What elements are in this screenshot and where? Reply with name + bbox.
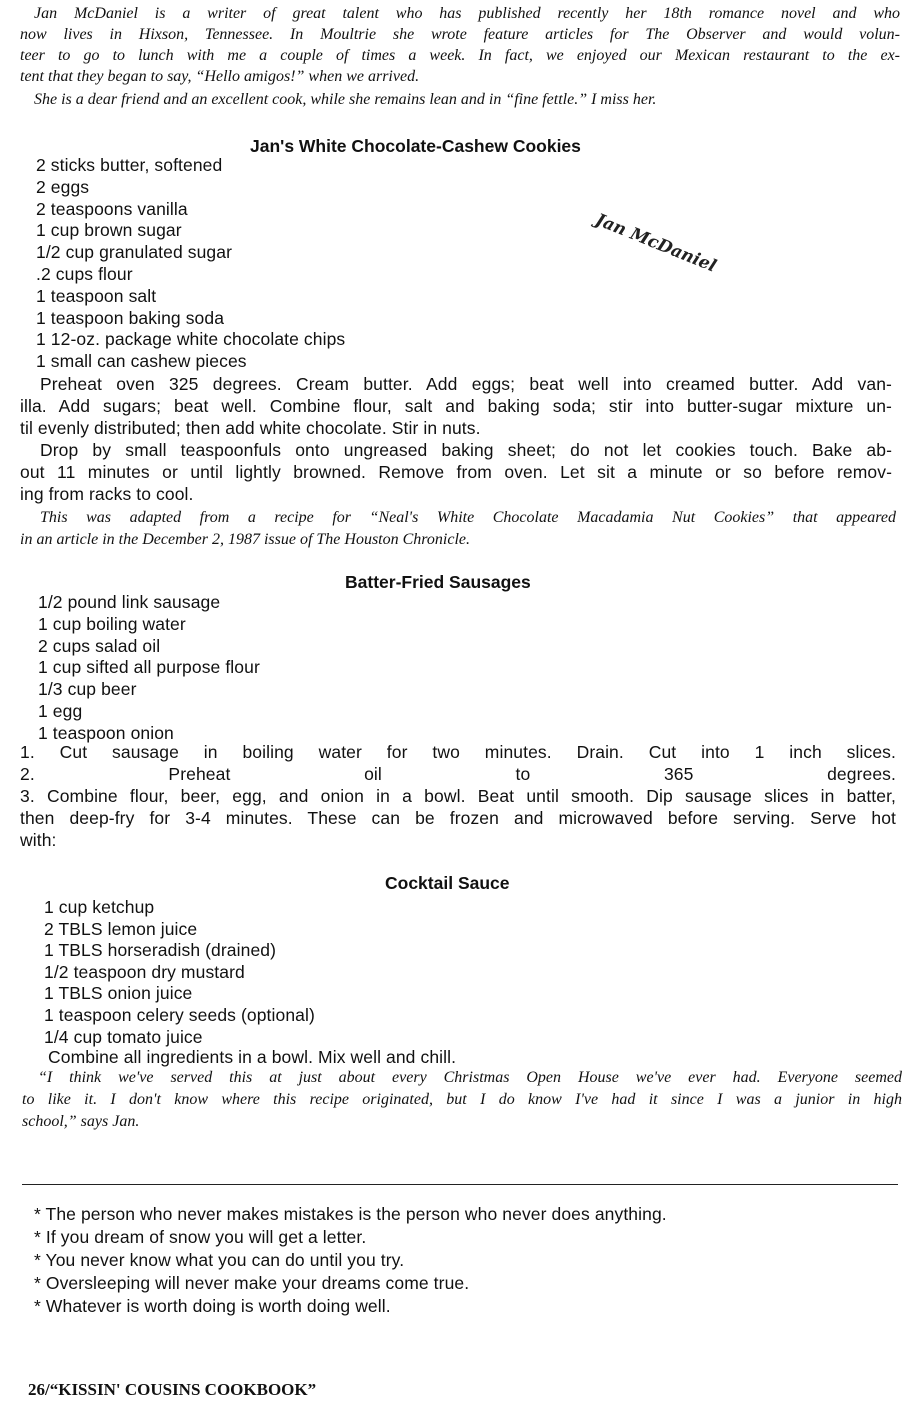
text-line: teer to go to lunch with me a couple of times a week. In fact, we enjoyed our Mexican restaurant to the ex-: [20, 47, 900, 64]
text-line: * You never know what you can do until you try.: [34, 1250, 405, 1270]
text-line: 1/2 cup granulated sugar: [36, 242, 233, 263]
text-line: 1 egg: [38, 701, 83, 721]
text-line: 2. Preheat oil to 365 degrees.: [20, 764, 896, 784]
text-line: out 11 minutes or until lightly browned. Remove from oven. Let sit a minute or so before remov-: [20, 462, 892, 482]
text-line: in an article in the December 2, 1987 issue of The Houston Chronicle.: [20, 531, 471, 548]
text-line: 1 cup boiling water: [38, 613, 186, 634]
text-line: “I think we've served this at just about every Christmas Open House we've ever had. Everyone seemed: [38, 1069, 902, 1086]
text-line: 1 TBLS onion juice: [44, 983, 193, 1004]
text-line: 1 TBLS horseradish (drained): [44, 940, 277, 961]
text-line: 2 TBLS lemon juice: [44, 918, 198, 939]
text-line: 2 sticks butter, softened: [36, 155, 223, 175]
text-line: 1 cup brown sugar: [36, 220, 182, 241]
text-line: 2 teaspoons vanilla: [36, 198, 188, 219]
recipe-title-sausages: Batter-Fried Sausages: [345, 572, 531, 592]
text-line: 1 teaspoon baking soda: [36, 307, 225, 328]
text-line: illa. Add sugars; beat well. Combine flour, salt and baking soda; stir into butter-sugar mixture un-: [20, 396, 892, 416]
text-line: Preheat oven 325 degrees. Cream butter. Add eggs; beat well into creamed butter. Add van-: [40, 374, 892, 394]
text-line: til evenly distributed; then add white chocolate. Stir in nuts.: [20, 418, 481, 438]
page-footer: 26/“KISSIN' COUSINS COOKBOOK”: [28, 1380, 317, 1399]
recipe-title-cookies: Jan's White Chocolate-Cashew Cookies: [250, 136, 581, 156]
text-line: 2 eggs: [36, 176, 90, 197]
text-line: school,” says Jan.: [22, 1113, 140, 1130]
text-line: with:: [20, 830, 57, 850]
text-line: 1 12-oz. package white chocolate chips: [36, 329, 346, 350]
text-line: 1 cup sifted all purpose flour: [38, 657, 260, 678]
text-line: 1 cup ketchup: [44, 897, 155, 917]
text-line: 1/2 pound link sausage: [38, 592, 221, 612]
text-line: 1 teaspoon onion: [38, 722, 174, 743]
divider: [22, 1184, 898, 1185]
text-line: 1. Cut sausage in boiling water for two minutes. Drain. Cut into 1 inch slices.: [20, 742, 896, 762]
text-line: Combine all ingredients in a bowl. Mix well and chill.: [48, 1047, 457, 1067]
text-line: then deep-fry for 3-4 minutes. These can be frozen and microwaved before serving. Serve hot: [20, 808, 896, 828]
text-line: Jan McDaniel is a writer of great talent who has published recently her 18th romance novel and who: [34, 5, 900, 22]
text-line: 1 small can cashew pieces: [36, 351, 247, 372]
text-line: 1 teaspoon celery seeds (optional): [44, 1005, 315, 1025]
recipe-title-cocktail-sauce: Cocktail Sauce: [385, 873, 510, 893]
text-line: 3. Combine flour, beer, egg, and onion in a bowl. Beat until smooth. Dip sausage slices in batter,: [20, 786, 896, 806]
text-line: Drop by small teaspoonfuls onto ungreased baking sheet; do not let cookies touch. Bake ab-: [40, 440, 892, 460]
text-line: * Whatever is worth doing is worth doing well.: [34, 1296, 391, 1316]
text-line: .2 cups flour: [36, 264, 133, 284]
text-line: to like it. I don't know where this recipe originated, but I do know I've had it since I was a junior in high: [22, 1091, 902, 1108]
text-line: now lives in Hixson, Tennessee. In Moultrie she wrote feature articles for The Observer and would volun-: [20, 26, 900, 43]
text-line: ing from racks to cool.: [20, 484, 194, 504]
signature: Jan McDaniel: [592, 210, 720, 277]
text-line: * The person who never makes mistakes is the person who never does anything.: [34, 1204, 667, 1224]
text-line: tent that they began to say, “Hello amigos!” when we arrived.: [20, 68, 420, 85]
text-line: This was adapted from a recipe for “Neal's White Chocolate Macadamia Nut Cookies” that appeared: [40, 509, 896, 526]
text-line: She is a dear friend and an excellent cook, while she remains lean and in “fine fettle.” I miss her.: [34, 91, 657, 108]
text-line: 2 cups salad oil: [38, 635, 161, 656]
text-line: * If you dream of snow you will get a letter.: [34, 1227, 367, 1247]
text-line: * Oversleeping will never make your dreams come true.: [34, 1273, 470, 1293]
text-line: 1/2 teaspoon dry mustard: [44, 961, 245, 982]
text-line: 1/3 cup beer: [38, 679, 137, 700]
text-line: 1 teaspoon salt: [36, 285, 157, 306]
text-line: 1/4 cup tomato juice: [44, 1026, 203, 1047]
